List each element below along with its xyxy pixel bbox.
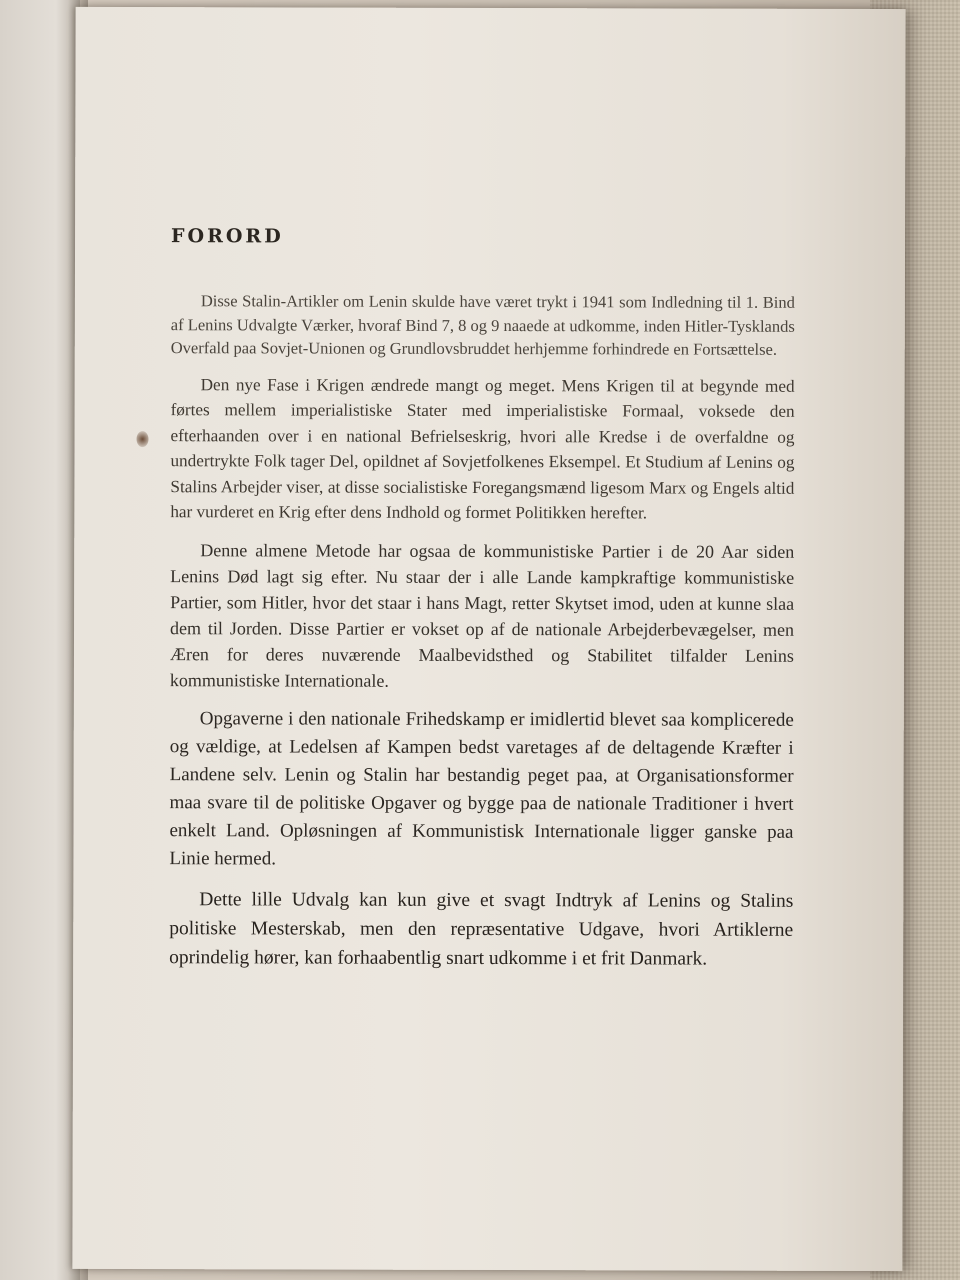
- paragraph-2: Den nye Fase i Krigen ændrede mangt og meget. Mens Krigen til at begynde med førtes mellem imperialistiske Stater med imperialistiske Formaal, voksede den efterhaanden over i en national Befrielseskrig, hvori alle Kredse i de overfaldne og undertrykte Folk tager Del, opildnet af Sovjetfolkenes Eksempel. Et Studium af Lenins og Stalins Arbejder viser, at disse socialistiske Foregangsmænd ligesom Marx og Engels altid har vurderet en Krig efter dens Indhold og formet Politikken herefter.: [170, 374, 795, 523]
- paragraph-5: Dette lille Udvalg kan kun give et svagt Indtryk af Lenins og Stalins politiske Mesterskab, men den repræsentative Udgave, hvori Artiklerne oprindelig hører, kan forhaabentlig snart udkomme i et frit Danmark.: [169, 888, 794, 970]
- paragraph-3: Denne almene Metode har ogsaa de kommunistiske Partier i de 20 Aar siden Lenins Død lagt sig efter. Nu staar der i alle Lande kampkraftige kommunistiske Partier, som Hitler, hvor det staar i hans Magt, retter Skytset imod, uden at kunne slaa dem til Jorden. Disse Partier er vokset op af de nationale Arbejderbevægelser, men Æren for deres nuværende Maalbevidsthed og Stabilitet tilfalder Lenins kommunistiske Internationale.: [169, 539, 795, 691]
- book-page: [72, 7, 905, 1271]
- paragraph-1: Disse Stalin-Artikler om Lenin skulde have været trykt i 1941 som Indledning til 1. Bind af Lenins Udvalgte Værker, hvoraf Bind 7, 8 og 9 naaede at udkomme, inden Hitler-Tysklands Overfald paa Sovjet-Unionen og Grundlovsbruddet herhjemme forhindrede en Fortsættelse.: [170, 291, 795, 359]
- page-stain: [137, 431, 149, 447]
- page-title: FORORD: [171, 225, 284, 248]
- paragraph-4: Opgaverne i den nationale Frihedskamp er imidlertid blevet saa komplicerede og vældige, at Ledelsen af Kampen bedst varetages af de deltagende Kræfter i Landene selv. Lenin og Stalin har bestandig peget paa, at Organisationsformer maa svare til de politiske Opgaver og bygge paa de nationale Traditioner i hvert enkelt Land. Opløsningen af Kommunistisk Internationale ligger ganske paa Linie hermed.: [169, 707, 794, 869]
- preface-body: [169, 289, 795, 985]
